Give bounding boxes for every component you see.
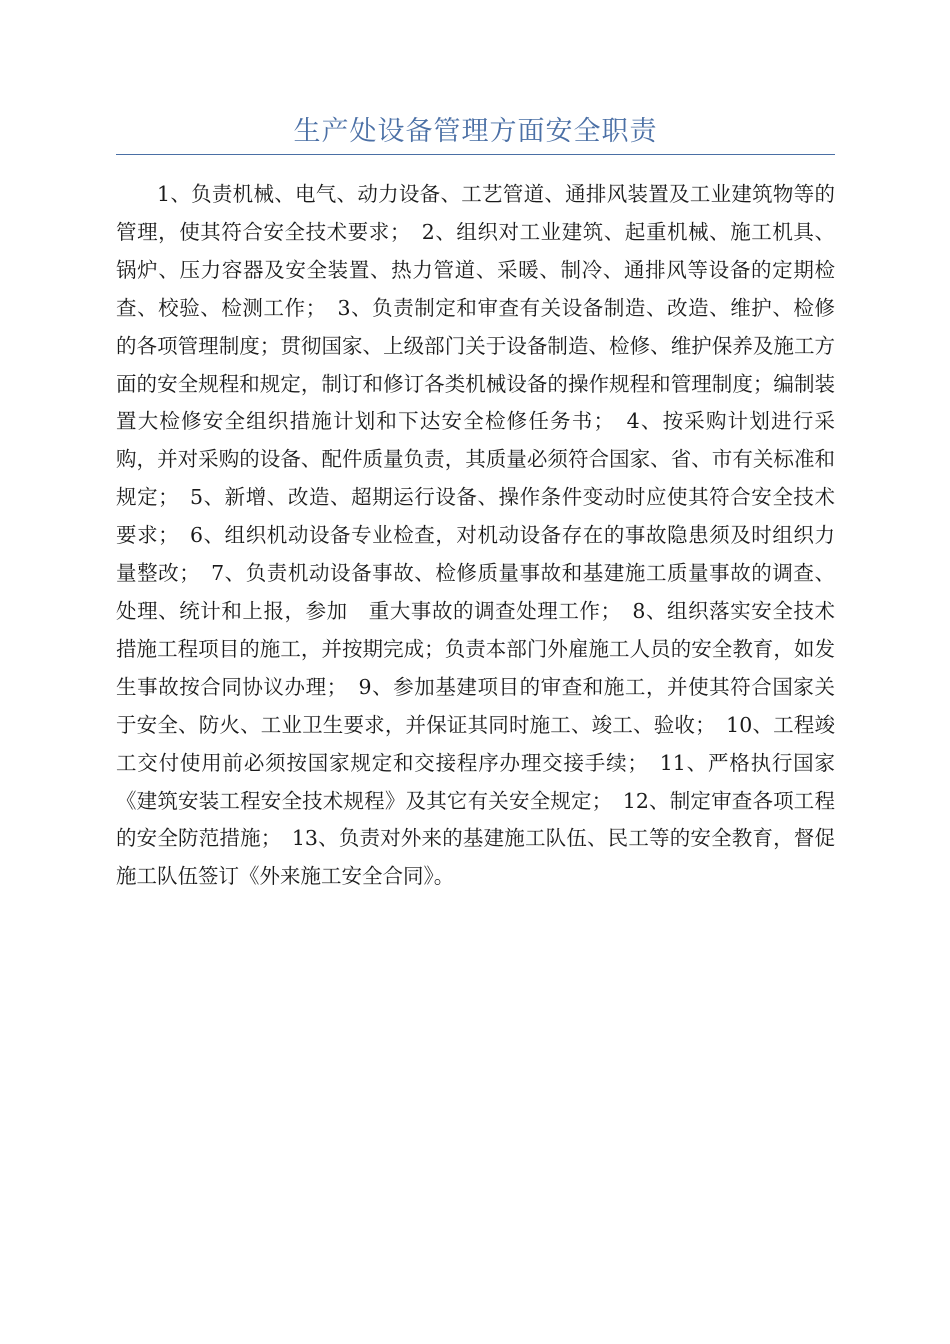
- document-title: 生产处设备管理方面安全职责: [293, 116, 658, 147]
- title-underline: [116, 154, 835, 155]
- document-body-paragraph: 1、负责机械、电气、动力设备、工艺管道、通排风装置及工业建筑物等的管理，使其符合安全技术要求； 2、组织对工业建筑、起重机械、施工机具、锅炉、压力容器及安全装置、热力管道、采暖、制冷、通排风等设备的定期检查、校验、检测工作； 3、负责制定和审查有关设备制造、改造、维护、检修的各项管理制度；贯彻国家、上级部门关于设备制造、检修、维护保养及施工方面的安全规程和规定，制订和修订各类机械设备的操作规程和管理制度；编制装置大检修安全组织措施计划和下达安全检修任务书； 4、按采购计划进行采购，并对采购的设备、配件质量负责，其质量必须符合国家、省、市有关标准和规定； 5、新增、改造、超期运行设备、操作条件变动时应使其符合安全技术要求； 6、组织机动设备专业检查，对机动设备存在的事故隐患须及时组织力量整改； 7、负责机动设备事故、检修质量事故和基建施工质量事故的调查、处理、统计和上报，参加 重大事故的调查处理工作； 8、组织落实安全技术措施工程项目的施工，并按期完成；负责本部门外雇施工人员的安全教育，如发生事故按合同协议办理； 9、参加基建项目的审查和施工，并使其符合国家关于安全、防火、工业卫生要求，并保证其同时施工、竣工、验收； 10、工程竣工交付使用前必须按国家规定和交接程序办理交接手续； 11、严格执行国家《建筑安装工程安全技术规程》及其它有关安全规定； 12、制定审查各项工程的安全防范措施； 13、负责对外来的基建施工队伍、民工等的安全教育，督促施工队伍签订《外来施工安全合同》。: [116, 182, 835, 889]
